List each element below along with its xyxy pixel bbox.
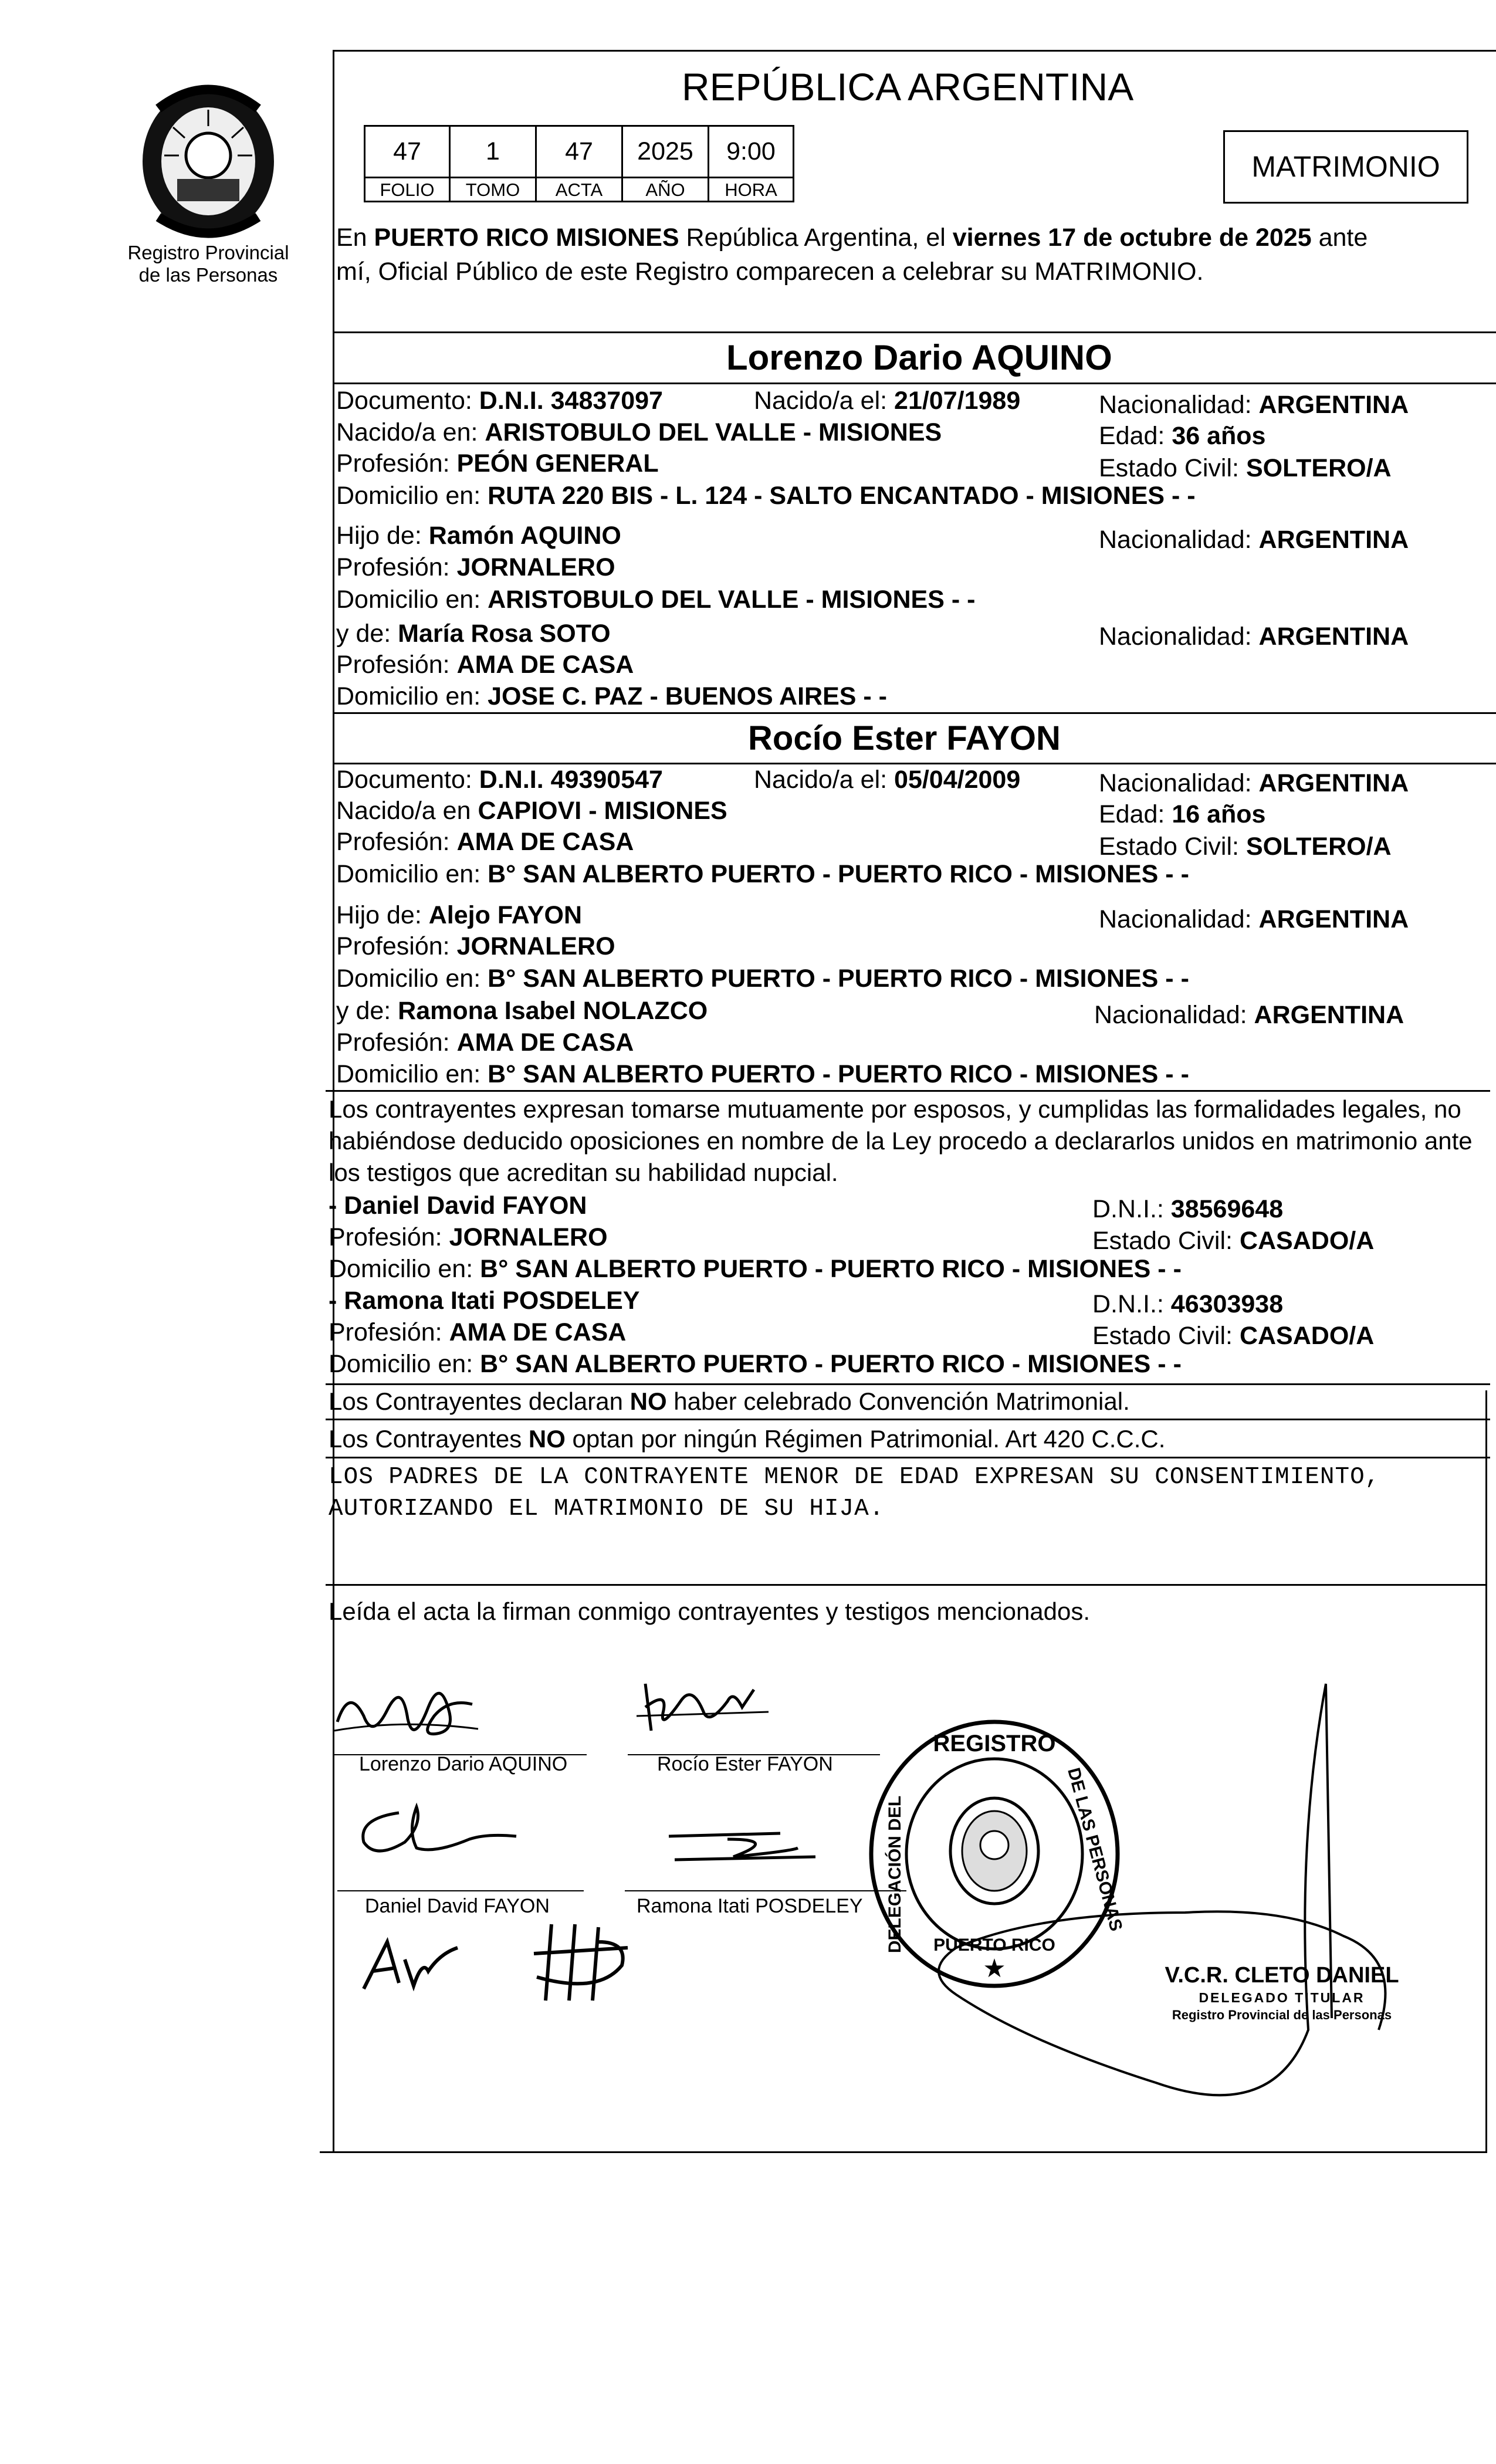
intro-line-1 [336,223,1368,252]
groom-civil-label: Estado Civil: [1099,454,1246,482]
witness-2-profession [329,1318,626,1347]
record-type-box [1223,130,1468,204]
bride-place: CAPIOVI - MISIONES [478,797,727,825]
consent-line-2: AUTORIZANDO EL MATRIMONIO DE SU HIJA. [329,1495,885,1522]
groom-address [336,481,1196,510]
witnesses-1-dom-label: Domicilio en: [329,1350,480,1378]
official-signature [921,1666,1426,2135]
header-cells-1-label: TOMO [451,177,535,202]
bride-civil-label: Estado Civil: [1099,832,1246,861]
convention-no: NO [629,1387,667,1415]
intro-date: viernes 17 de octubre de 2025 [952,224,1312,252]
groom-mother-prof: AMA DE CASA [456,651,634,679]
bride-father: Alejo FAYON [428,901,583,929]
bride-father-prof-label: Profesión: [336,932,457,960]
groom-place: ARISTOBULO DEL VALLE - MISIONES [485,418,942,446]
groom-name-divider [333,383,1496,384]
witness-2-dni [1092,1289,1283,1319]
bride-mother: Ramona Isabel NOLAZCO [398,997,708,1025]
bride-father-nat-label: Nacionalidad: [1099,905,1259,933]
bride-mother [336,996,708,1025]
witness-2-address [329,1349,1182,1379]
folio-cell [364,125,451,202]
acta-cell [535,125,623,202]
groom-civil-status [1099,453,1392,483]
groom-mother-profession [336,650,634,679]
groom-age: 36 años [1172,422,1266,450]
groom-mother-nat: ARGENTINA [1258,622,1409,651]
groom-age-label: Edad: [1099,422,1172,450]
groom-father [336,521,621,550]
declaration-line-2: habiéndose deducido oposiciones en nombre de la Ley procedo a declararlos unidos en matrimonio ante [329,1127,1473,1155]
declaration-line-3: los testigos que acreditan su habilidad nupcial. [329,1159,838,1186]
witness-2-signature [663,1825,833,1877]
tomo-cell [449,125,537,202]
logo-caption-line1: Registro Provincial [127,242,289,263]
witness-2-name: - Ramona Itati POSDELEY [329,1287,640,1315]
groom-mother-dom-label: Domicilio en: [336,682,488,710]
bride-doc: D.N.I. 49390547 [479,766,663,794]
witnesses-1-prof: AMA DE CASA [449,1318,627,1346]
year-cell [621,125,709,202]
regime-statement [329,1424,1165,1454]
witness-1-civil-status [1092,1226,1374,1255]
witnesses-1-civil-label: Estado Civil: [1092,1322,1240,1350]
witness-1-signature-line [337,1890,584,1891]
official-office: Registro Provincial de las Personas [1172,2008,1392,2022]
witness-1-dni [1092,1194,1283,1224]
header-cells-3-label: AÑO [623,177,708,202]
groom-father-prof: JORNALERO [456,553,615,581]
witnesses-1-dom: B° SAN ALBERTO PUERTO - PUERTO RICO - MISIONES - - [480,1350,1182,1378]
bride-mother-prof: AMA DE CASA [456,1028,634,1057]
witness-2-civil-status [1092,1321,1374,1351]
groom-father-label: Hijo de: [336,522,429,550]
frame-right-border [1485,1390,1487,2151]
intro-divider [333,331,1496,333]
bride-nat: ARGENTINA [1258,769,1409,797]
groom-mother-nationality [1099,622,1409,651]
witnesses-1-dni-label: D.N.I.: [1092,1290,1171,1318]
frame-top-border [333,50,1496,52]
bride-civil-status [1099,832,1392,861]
groom-prof-label: Profesión: [336,449,457,478]
witnesses-1-civil: CASADO/A [1239,1322,1375,1350]
groom-signature-label: Lorenzo Dario AQUINO [359,1753,568,1775]
bride-father-label: Hijo de: [336,901,429,929]
groom-doc: D.N.I. 34837097 [479,387,663,415]
convention-post: haber celebrado Convención Matrimonial. [666,1387,1130,1415]
witnesses-0-civil: CASADO/A [1239,1227,1375,1255]
bride-name-divider [333,763,1496,764]
groom-profession [336,449,659,478]
consent-divider [326,1584,1487,1586]
witnesses-1-dni: 46303938 [1170,1290,1284,1318]
bride-father-address [336,964,1189,993]
header-cells-4-value: 9:00 [726,137,776,165]
bride-nationality [1099,769,1409,798]
groom-father-nationality [1099,525,1409,554]
svg-text:REGISTRO: REGISTRO [933,1731,1056,1756]
svg-text:PUERTO RICO: PUERTO RICO [933,1935,1055,1955]
witnesses-1-prof-label: Profesión: [329,1318,449,1346]
bride-father [336,901,582,930]
bride-age [1099,800,1265,829]
bride-mother-prof-label: Profesión: [336,1028,457,1057]
regime-no: NO [528,1425,566,1453]
bride-father-prof: JORNALERO [456,932,615,960]
witnesses-0-dom-label: Domicilio en: [329,1255,480,1283]
header-cells-0-label: FOLIO [365,177,449,202]
witnesses-0-prof-label: Profesión: [329,1223,449,1251]
groom-birthplace [336,418,942,447]
groom-signature [331,1675,484,1757]
bride-age-label: Edad: [1099,800,1172,828]
official-name: V.C.R. CLETO DANIEL [1165,1963,1399,1988]
witness-1-name: - Daniel David FAYON [329,1192,587,1220]
bride-signature [634,1666,774,1748]
closing-statement: Leída el acta la firman conmigo contrayentes y testigos mencionados. [329,1597,1091,1625]
bride-profession [336,827,634,857]
bride-father-nat: ARGENTINA [1258,905,1409,933]
father-signature [358,1936,469,1995]
registry-caption [106,242,311,286]
groom-doc-label: Documento: [336,387,479,415]
groom-born: 21/07/1989 [894,387,1021,415]
witness-1-address [329,1254,1182,1284]
groom-born-label: Nacido/a el: [754,387,895,415]
groom-mother-dom: JOSE C. PAZ - BUENOS AIRES - - [488,682,887,710]
groom-father-prof-label: Profesión: [336,553,457,581]
groom-doc [336,386,663,415]
bride-mother-dom-label: Domicilio en: [336,1060,488,1088]
svg-text:DE LAS PERSONAS: DE LAS PERSONAS [1064,1765,1123,1934]
bride-dom: B° SAN ALBERTO PUERTO - PUERTO RICO - MISIONES - - [488,860,1189,888]
witnesses-0-dni: 38569648 [1170,1195,1284,1223]
bride-age: 16 años [1172,800,1266,828]
groom-born [754,386,1020,415]
groom-nat: ARGENTINA [1258,391,1409,419]
groom-mother-label: y de: [336,620,398,648]
bride-mother-address [336,1060,1189,1089]
witnesses-0-prof: JORNALERO [449,1223,608,1251]
header-cells-3-value: 2025 [637,137,693,165]
groom-father-dom-label: Domicilio en: [336,585,488,614]
groom-name: Lorenzo Dario AQUINO [726,338,1112,377]
convention-divider [326,1419,1490,1420]
witnesses-0-civil-label: Estado Civil: [1092,1227,1240,1255]
bride-father-profession [336,932,615,961]
bride-born [754,765,1020,794]
groom-dom-label: Domicilio en: [336,482,488,510]
bride-civil: SOLTERO/A [1245,832,1392,861]
groom-age [1099,421,1265,451]
bride-section-divider [326,1090,1490,1092]
header-cells-2-value: 47 [565,137,593,165]
groom-father-address [336,585,975,614]
bride-father-nationality [1099,905,1409,934]
bride-mother-nat-label: Nacionalidad: [1094,1001,1254,1029]
witnesses-0-dni-label: D.N.I.: [1092,1195,1171,1223]
bride-mother-profession [336,1028,634,1057]
hour-cell [708,125,794,202]
bride-mother-nat: ARGENTINA [1254,1001,1404,1029]
header-record-type: MATRIMONIO [1251,150,1440,183]
svg-text:★: ★ [983,1954,1006,1983]
official-info [1165,1962,1399,2023]
groom-mother-address [336,682,887,711]
witness-1-profession [329,1223,608,1252]
groom-father-dom: ARISTOBULO DEL VALLE - MISIONES - - [488,585,976,614]
groom-place-label: Nacido/a en: [336,418,485,446]
groom-mother [336,619,611,648]
svg-text:DELEGACIÓN DEL: DELEGACIÓN DEL [885,1795,905,1954]
bride-father-dom-label: Domicilio en: [336,964,488,993]
regime-post: optan por ningún Régimen Patrimonial. Art 420 C.C.C. [565,1425,1166,1453]
registry-logo [123,73,293,243]
witness-1-signature-label: Daniel David FAYON [365,1895,550,1917]
bride-dom-label: Domicilio en: [336,860,488,888]
groom-father-profession [336,553,615,582]
header-cells-1-value: 1 [486,137,500,165]
consent-line-1: LOS PADRES DE LA CONTRAYENTE MENOR DE EDAD EXPRESAN SU CONSENTIMIENTO, [329,1464,1380,1491]
groom-nat-label: Nacionalidad: [1099,391,1259,419]
intro-mid: República Argentina, el [679,224,953,252]
witness-1-signature [352,1795,522,1866]
bride-born-label: Nacido/a el: [754,766,895,794]
convention-statement [329,1387,1130,1416]
convention-pre: Los Contrayentes declaran [329,1387,630,1415]
intro-pre: En [336,224,374,252]
groom-mother-prof-label: Profesión: [336,651,457,679]
header-cells-0-value: 47 [393,137,421,165]
regime-pre: Los Contrayentes [329,1425,529,1453]
bride-prof: AMA DE CASA [456,828,634,856]
frame-bottom-border [320,2151,1487,2153]
bride-born: 05/04/2009 [894,766,1021,794]
header-cells-4-label: HORA [709,177,793,202]
country-title: REPÚBLICA ARGENTINA [682,65,1134,109]
groom-mother-nat-label: Nacionalidad: [1099,622,1259,651]
bride-mother-nationality [1094,1000,1404,1030]
mother-signature [528,1918,634,2006]
witness-2-signature-label: Ramona Itati POSDELEY [637,1895,863,1917]
bride-father-dom: B° SAN ALBERTO PUERTO - PUERTO RICO - MISIONES - - [488,964,1189,993]
groom-civil: SOLTERO/A [1245,454,1392,482]
bride-prof-label: Profesión: [336,828,457,856]
groom-father-nat-label: Nacionalidad: [1099,526,1259,554]
intro-place: PUERTO RICO MISIONES [374,224,679,252]
bride-name: Rocío Ester FAYON [748,719,1061,757]
regime-divider [326,1457,1490,1458]
groom-father: Ramón AQUINO [428,522,621,550]
intro-line-2: mí, Oficial Público de este Registro comparecen a celebrar su MATRIMONIO. [336,258,1204,286]
declaration-line-1: Los contrayentes expresan tomarse mutuamente por esposos, y cumplidas las formalidades legales, no [329,1095,1461,1123]
groom-nationality [1099,390,1409,419]
bride-mother-dom: B° SAN ALBERTO PUERTO - PUERTO RICO - MISIONES - - [488,1060,1189,1088]
bride-mother-label: y de: [336,997,398,1025]
groom-section-divider [333,712,1496,714]
bride-doc [336,765,663,794]
bride-doc-label: Documento: [336,766,479,794]
logo-caption-line2: de las Personas [138,264,278,286]
header-cells-2-label: ACTA [537,177,621,202]
groom-mother: María Rosa SOTO [398,620,611,648]
groom-dom: RUTA 220 BIS - L. 124 - SALTO ENCANTADO - MISIONES - - [488,482,1196,510]
bride-place-label: Nacido/a en [336,797,478,825]
bride-nat-label: Nacionalidad: [1099,769,1259,797]
groom-father-nat: ARGENTINA [1258,526,1409,554]
bride-signature-label: Rocío Ester FAYON [657,1753,833,1775]
official-title: DELEGADO TITULAR [1199,1990,1365,2005]
bride-address [336,859,1189,889]
witness-2-signature-line [625,1890,906,1891]
witness-section-divider [326,1383,1490,1385]
witnesses-0-dom: B° SAN ALBERTO PUERTO - PUERTO RICO - MISIONES - - [480,1255,1182,1283]
bride-birthplace [336,796,727,825]
groom-prof: PEÓN GENERAL [456,449,659,478]
intro-post: ante [1311,224,1368,252]
